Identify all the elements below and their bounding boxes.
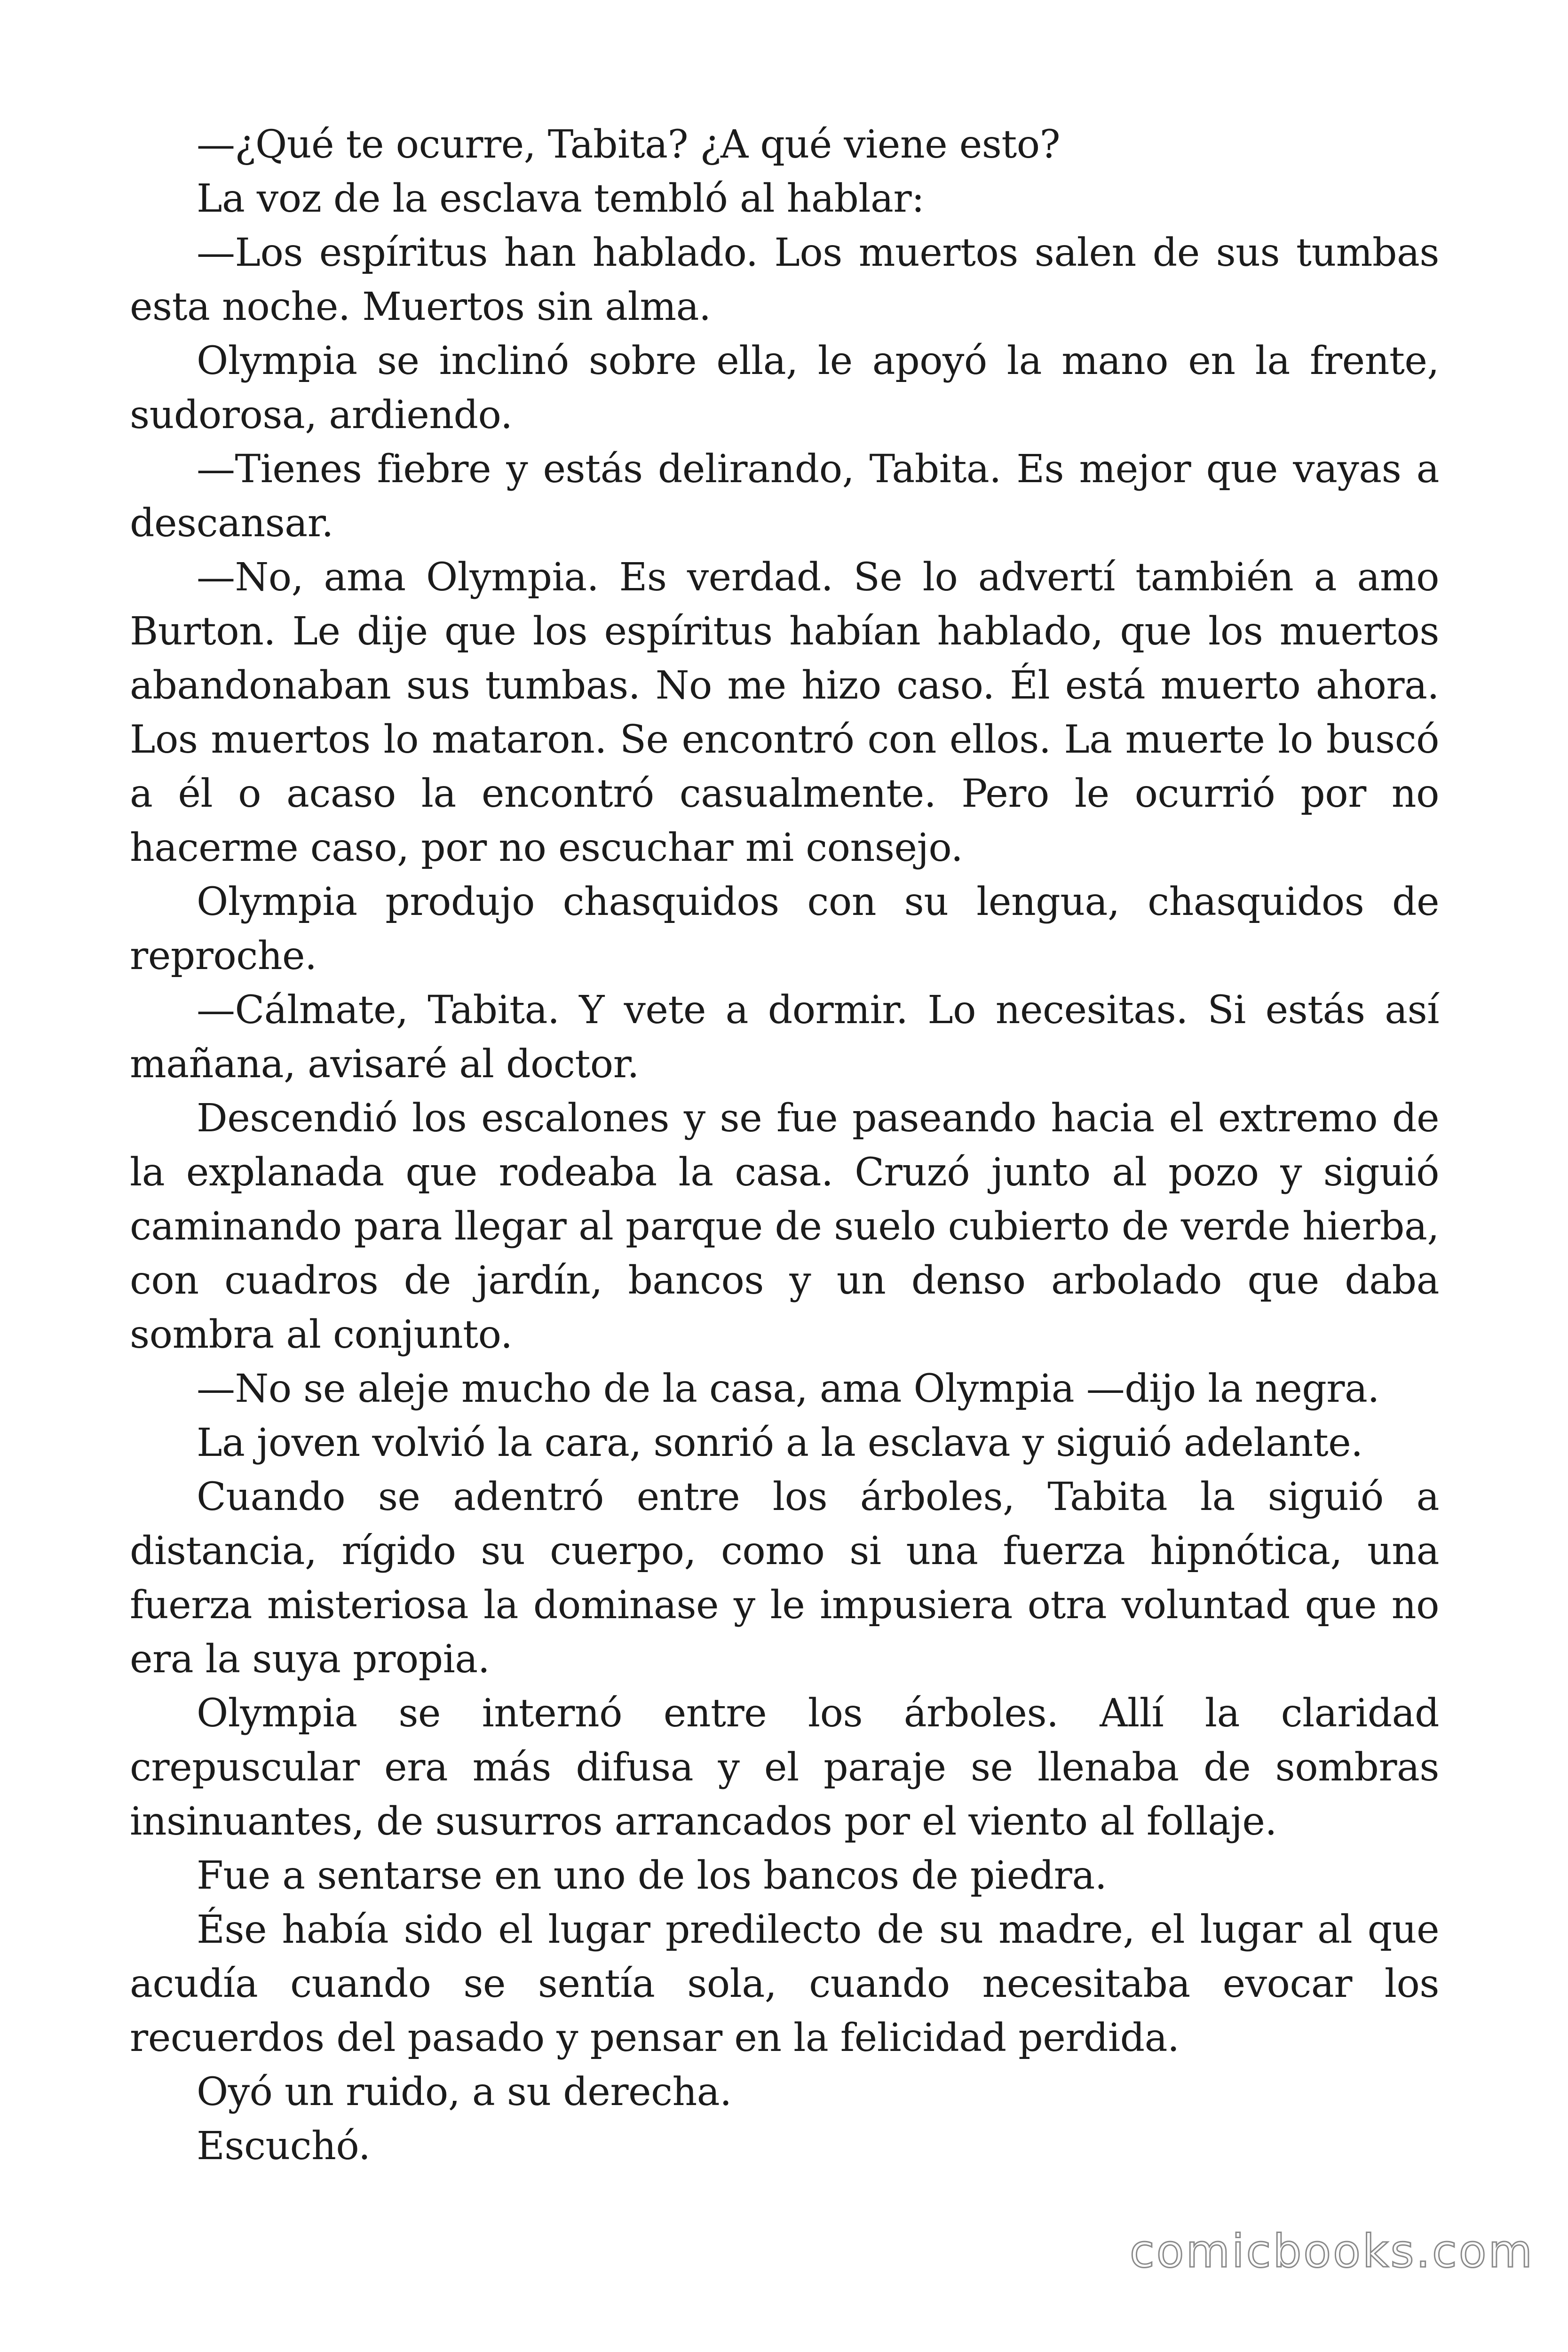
paragraph: La voz de la esclava tembló al hablar:	[197, 176, 925, 221]
paragraph: —No, ama Olympia. Es verdad. Se lo advertí también a amo Burton. Le dije que los espíritus habían hablado, que los muertos abandonaban sus tumbas. No me hizo caso. Él está muerto ahora. Los muertos lo mataron. Se encontró con ellos. La muerte lo buscó a él o acaso la encontró casualmente. Pero le ocurrió por no hacerme caso, por no escuchar mi consejo.	[130, 555, 1439, 870]
paragraph: —Tienes fiebre y estás delirando, Tabita. Es mejor que vayas a descansar.	[130, 447, 1439, 546]
page-body	[130, 118, 1439, 2173]
paragraph: Olympia se inclinó sobre ella, le apoyó la mano en la frente, sudorosa, ardiendo.	[130, 339, 1439, 437]
paragraph: —Los espíritus han hablado. Los muertos salen de sus tumbas esta noche. Muertos sin alma.	[130, 230, 1439, 329]
paragraph: Oyó un ruido, a su derecha.	[197, 2070, 732, 2114]
paragraph: Fue a sentarse en uno de los bancos de piedra.	[197, 1853, 1107, 1898]
watermark: comicbooks.com	[1129, 2225, 1534, 2278]
paragraph: Olympia se internó entre los árboles. Allí la claridad crepuscular era más difusa y el paraje se llenaba de sombras insinuantes, de susurros arrancados por el viento al follaje.	[130, 1691, 1439, 1844]
paragraph: Cuando se adentró entre los árboles, Tabita la siguió a distancia, rígido su cuerpo, como si una fuerza hipnótica, una fuerza misteriosa la dominase y le impusiera otra voluntad que no era la suya propia.	[130, 1475, 1439, 1682]
paragraph: —Cálmate, Tabita. Y vete a dormir. Lo necesitas. Si estás así mañana, avisaré al doctor.	[130, 988, 1439, 1087]
paragraph: Escuchó.	[197, 2124, 371, 2169]
paragraph: —No se aleje mucho de la casa, ama Olympia —dijo la negra.	[197, 1367, 1379, 1411]
paragraph: La joven volvió la cara, sonrió a la esclava y siguió adelante.	[197, 1421, 1363, 1465]
paragraph: Olympia produjo chasquidos con su lengua, chasquidos de reproche.	[130, 880, 1439, 978]
paragraph: Descendió los escalones y se fue paseando hacia el extremo de la explanada que rodeaba la casa. Cruzó junto al pozo y siguió caminando para llegar al parque de suelo cubierto de verde hierba, con cuadros de jardín, bancos y un denso arbolado que daba sombra al conjunto.	[130, 1096, 1439, 1357]
paragraph: Ése había sido el lugar predilecto de su madre, el lugar al que acudía cuando se sentía sola, cuando necesitaba evocar los recuerdos del pasado y pensar en la felicidad perdida.	[130, 1907, 1439, 2060]
paragraph: —¿Qué te ocurre, Tabita? ¿A qué viene esto?	[197, 122, 1061, 167]
